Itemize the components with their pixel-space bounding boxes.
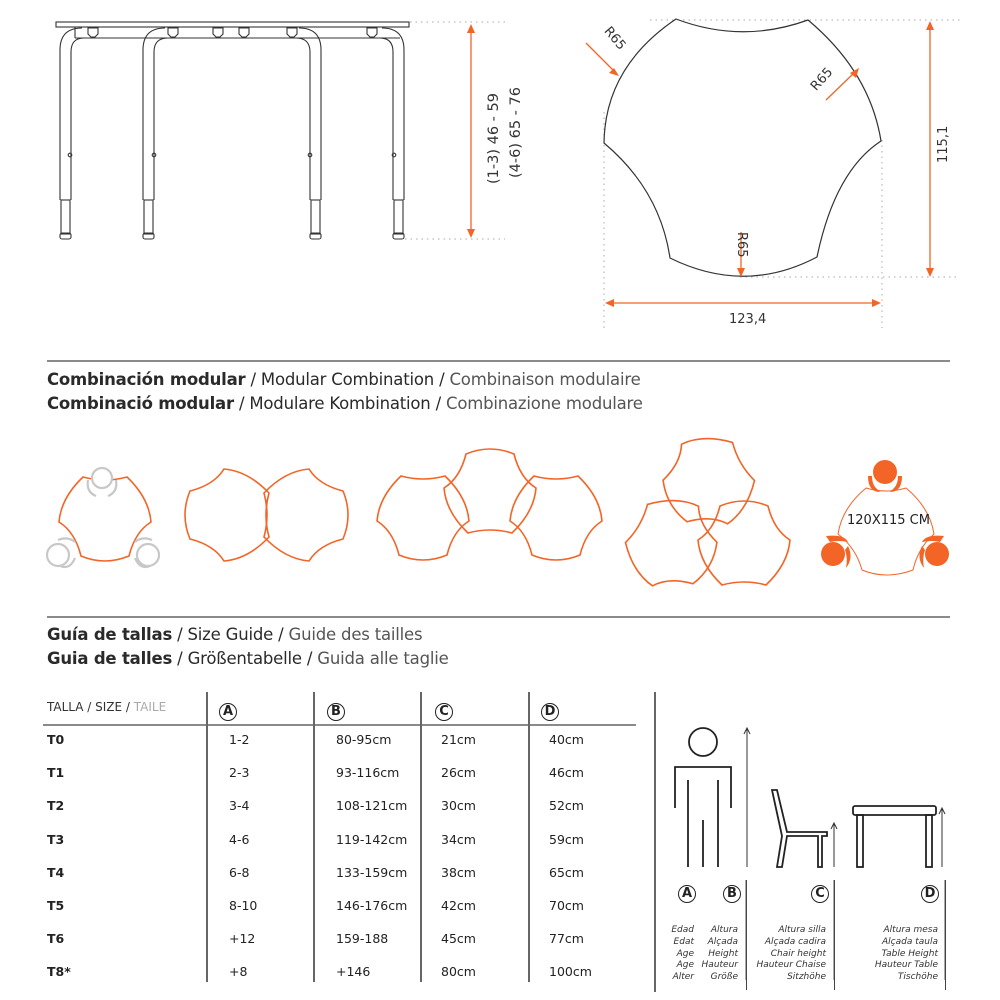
- heading-ca: Combinació modular: [47, 394, 234, 413]
- cell-a: +12: [229, 931, 256, 947]
- heading-es: Combinación modular: [47, 370, 246, 389]
- cell-c: 38cm: [441, 864, 476, 880]
- legend-line: Hauteur Chaise: [756, 960, 826, 971]
- cell-c: 30cm: [441, 798, 476, 814]
- circled-letter-c: C: [811, 885, 829, 903]
- cell-a: 2-3: [229, 765, 250, 781]
- column-header-d: [541, 700, 559, 721]
- cell-d: 65cm: [549, 864, 584, 880]
- heading-es: Guía de tallas: [47, 625, 173, 644]
- table-size-badge: 120X115 CM: [847, 513, 930, 528]
- cell-b: 119-142cm: [336, 831, 408, 847]
- heading-it: Combinazione modulare: [446, 394, 643, 413]
- tabletop: [56, 22, 409, 27]
- cell-b: 93-116cm: [336, 765, 400, 781]
- legend-divider: [654, 692, 656, 992]
- combination-cluster: [648, 422, 767, 544]
- column-divider: [206, 692, 208, 982]
- legend-letter-b: [723, 882, 741, 903]
- legend-line: Hauteur Table: [874, 960, 938, 971]
- modular-heading-line-1: [47, 368, 641, 392]
- size-label: T6: [47, 931, 65, 947]
- legend-line: Table Height: [881, 948, 938, 959]
- legend-text-chair-height: [756, 925, 826, 984]
- legend-separator: [834, 880, 835, 990]
- legend-text-height: [702, 925, 738, 984]
- circled-letter-a: A: [219, 703, 237, 721]
- cell-a: 3-4: [229, 798, 250, 814]
- size-header-text: TALLA / SIZE /: [47, 700, 134, 714]
- column-header-c: [435, 700, 453, 721]
- legend-line: Altura mesa: [883, 925, 938, 935]
- size-label: T8*: [47, 964, 71, 980]
- table-top-view-drawing: [580, 0, 980, 340]
- legend-line: Hauteur: [701, 960, 738, 971]
- cell-d: 46cm: [549, 765, 584, 781]
- circled-letter-b: B: [723, 885, 741, 903]
- circled-letter-a: A: [678, 885, 696, 903]
- heading-fr: Combinaison modulaire: [449, 370, 641, 389]
- heading-sep: /: [301, 649, 318, 668]
- heading-sep: /: [273, 625, 289, 644]
- heading-sep: /: [172, 649, 188, 668]
- measurement-legend-drawing: [660, 690, 960, 890]
- heading-en: Size Guide: [187, 625, 274, 644]
- size-label: T3: [47, 831, 65, 847]
- heading-it: Guida alle taglie: [317, 649, 449, 668]
- legend-separator: [746, 880, 747, 990]
- height-range-label-1: (1-3) 46 - 59: [486, 93, 502, 184]
- heading-sep: /: [172, 625, 188, 644]
- size-header-text-faded: TAILE: [133, 700, 167, 714]
- cell-c: 42cm: [441, 898, 476, 913]
- circled-letter-d: D: [921, 885, 939, 903]
- cell-b: 146-176cm: [336, 898, 408, 913]
- legend-line: Age: [676, 948, 694, 959]
- person-head: [689, 728, 717, 756]
- column-header-a: [219, 700, 237, 721]
- heading-sep: /: [430, 394, 447, 413]
- section-divider-2: [47, 616, 950, 618]
- cell-d: 59cm: [549, 831, 584, 847]
- legend-line: Alçada cadira: [764, 936, 826, 947]
- legend-letter-d: [921, 882, 939, 903]
- combination-two: [264, 469, 348, 561]
- legend-letter-a: [678, 882, 696, 903]
- width-dimension-label: 123,4: [729, 312, 767, 327]
- combination-cluster: [613, 484, 732, 606]
- cell-a: +8: [229, 964, 248, 980]
- cell-c: 80cm: [441, 964, 476, 980]
- column-divider: [313, 692, 315, 982]
- heading-de: Größentabelle: [187, 649, 302, 668]
- table-side-view-drawing: [0, 0, 420, 250]
- cell-a: 1-2: [229, 732, 250, 747]
- cell-a: 8-10: [229, 898, 258, 913]
- cell-b: +146: [336, 964, 371, 980]
- cell-b: 80-95cm: [336, 732, 392, 747]
- cell-d: 77cm: [549, 931, 584, 947]
- legend-line: Edat: [673, 936, 694, 947]
- size-guide-heading-line-2: [47, 647, 449, 671]
- heading-de: Modulare Kombination: [249, 394, 431, 413]
- size-label: T0: [47, 732, 65, 747]
- legend-line: Alter: [672, 972, 694, 983]
- combination-cluster: [698, 501, 790, 585]
- legend-separator: [945, 880, 946, 990]
- legend-line: Height: [708, 948, 738, 959]
- combination-single: [59, 477, 151, 561]
- circled-letter-d: D: [541, 703, 559, 721]
- depth-dimension-label: 115,1: [936, 125, 951, 163]
- legend-line: Tischöhe: [897, 972, 938, 983]
- circled-letter-b: B: [327, 703, 345, 721]
- cell-b: 133-159cm: [336, 864, 408, 880]
- combination-two: [185, 469, 269, 561]
- modular-combinations-drawing: [0, 430, 1000, 590]
- cell-c: 34cm: [441, 831, 476, 847]
- size-label: T1: [47, 765, 65, 781]
- legend-line: Sitzhöhe: [787, 972, 826, 983]
- legend-line: Größe: [710, 972, 738, 983]
- cell-d: 70cm: [549, 898, 584, 913]
- size-label: T2: [47, 798, 65, 814]
- seated-people-gray: [47, 468, 159, 567]
- legend-line: Chair height: [770, 948, 826, 959]
- legend-line: Altura silla: [778, 925, 826, 935]
- section-divider-1: [47, 360, 950, 362]
- cell-b: 108-121cm: [336, 798, 408, 814]
- radius-label-bottom: R65: [734, 232, 749, 258]
- radius-label-left: R65: [600, 24, 629, 54]
- cell-b: 159-188: [336, 931, 389, 947]
- legend-line: Alçada: [707, 936, 738, 947]
- table-header-rule: [43, 724, 636, 726]
- size-label: T4: [47, 864, 65, 880]
- cell-a: 4-6: [229, 831, 250, 847]
- cell-d: 40cm: [549, 732, 584, 747]
- cell-d: 52cm: [549, 798, 584, 814]
- height-range-label-2: (4-6) 65 - 76: [508, 87, 524, 178]
- circled-letter-c: C: [435, 703, 453, 721]
- legend-text-age: [671, 925, 694, 984]
- legend-line: Age: [676, 960, 694, 971]
- size-column-header: [47, 700, 166, 714]
- legend-line: Alçada taula: [882, 936, 938, 947]
- heading-fr: Guide des tailles: [288, 625, 423, 644]
- cell-a: 6-8: [229, 864, 250, 880]
- cell-c: 45cm: [441, 931, 476, 947]
- size-label: T5: [47, 898, 65, 913]
- column-header-b: [327, 700, 345, 721]
- column-divider: [420, 692, 422, 982]
- size-guide-heading-line-1: [47, 623, 422, 647]
- heading-sep: /: [434, 370, 450, 389]
- legend-line: Edad: [671, 925, 694, 935]
- radius-label-right: R65: [808, 64, 837, 95]
- heading-sep: /: [245, 370, 261, 389]
- legend-line: Altura: [710, 925, 738, 935]
- modular-heading-line-2: [47, 392, 643, 416]
- cell-c: 26cm: [441, 765, 476, 781]
- cell-c: 21cm: [441, 732, 476, 747]
- cell-d: 100cm: [549, 964, 592, 980]
- legend-letter-c: [811, 882, 829, 903]
- legend-text-table-height: [875, 925, 938, 984]
- heading-sep: /: [233, 394, 250, 413]
- combination-three-row: [510, 476, 602, 560]
- column-divider: [528, 692, 530, 982]
- heading-ca: Guia de talles: [47, 649, 173, 668]
- heading-en: Modular Combination: [260, 370, 435, 389]
